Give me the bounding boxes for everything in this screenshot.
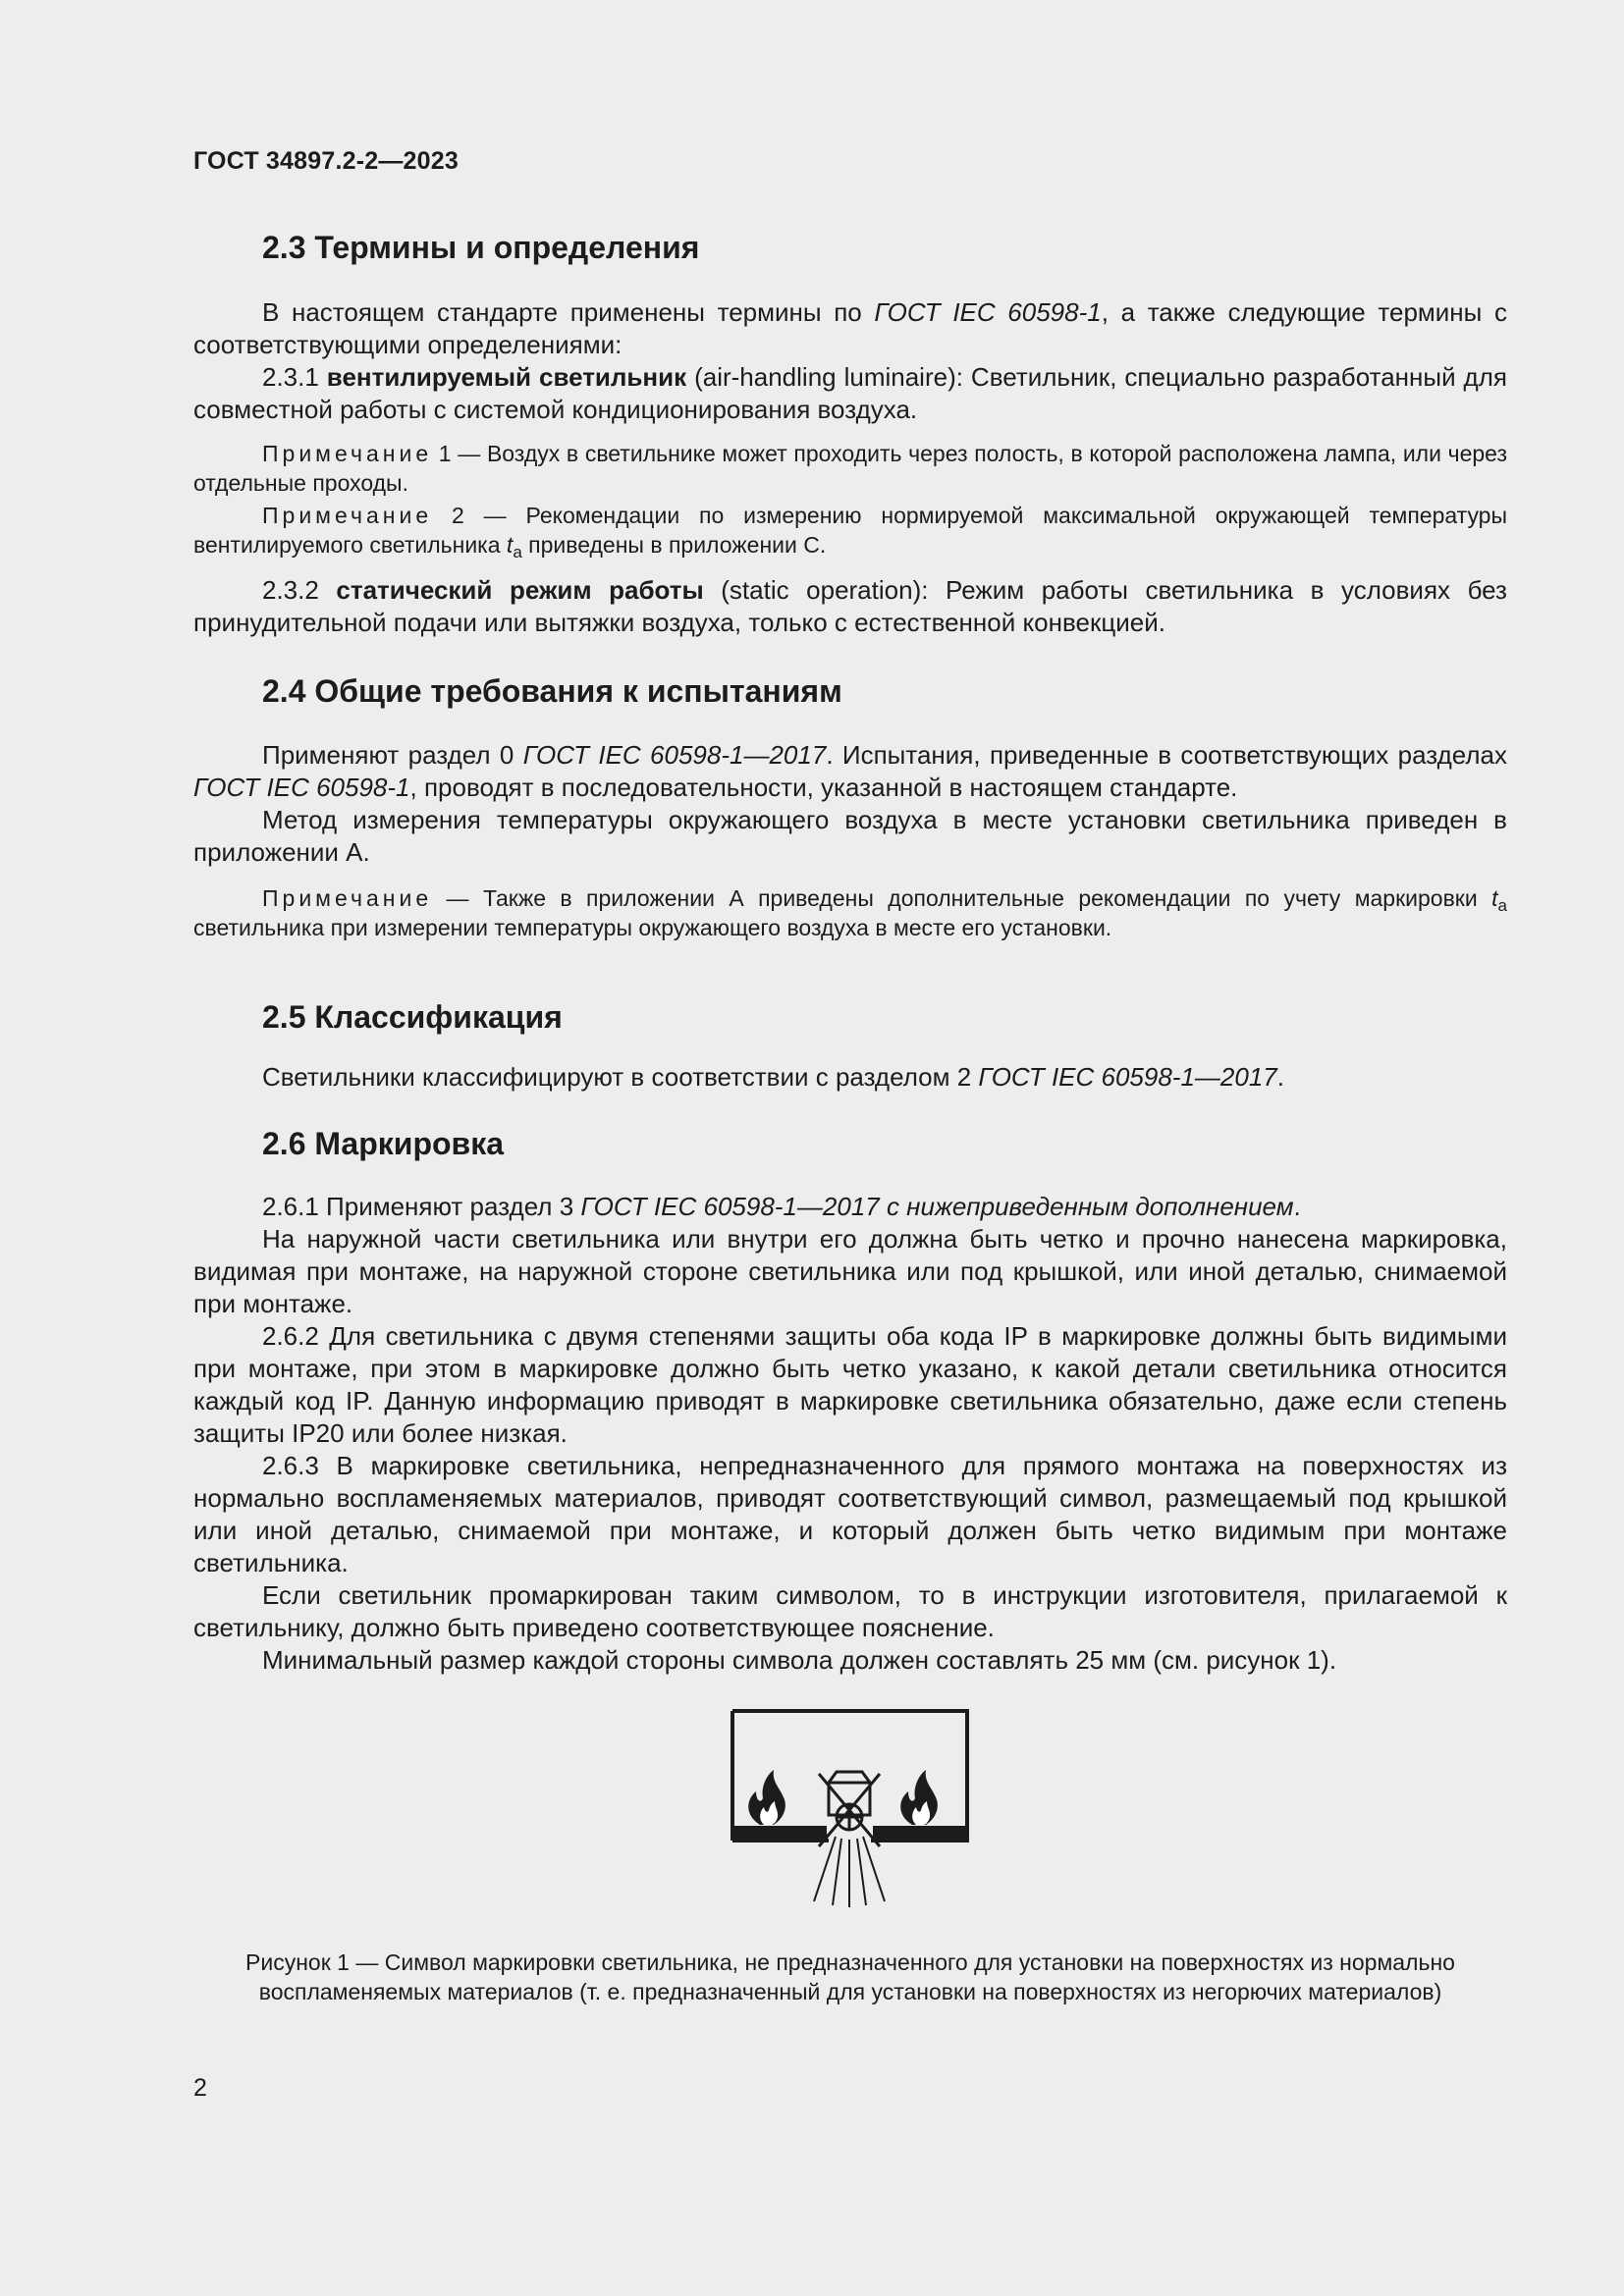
section-2-5-title: 2.5 Классификация (262, 999, 563, 1035)
s25-paragraph-1: Светильники классифицируют в соответствии с разделом 2 ГОСТ IEC 60598-1—2017. (262, 1062, 1285, 1092)
flammable-surface-left (732, 1826, 827, 1841)
figure-1-caption: Рисунок 1 — Символ маркировки светильника, не предназначенного для установки на поверхностях из нормально воспламеняемых материалов (т. е. предназначенный для установки на поверхностях из негорючих материалов) (245, 1949, 1455, 2004)
s23-note-2: Примечание 2 — Рекомендации по измерению нормируемой максимальной окружающей температуры вентилируемого светильника $t_a$ приведены в приложении С. (193, 503, 1508, 561)
s26-paragraph-5: Если светильник промаркирован таким символом, то в инструкции изготовителя, прилагаемой к светильнику, должно быть приведено соответствующее пояснение. (193, 1580, 1507, 1642)
s26-paragraph-3: 2.6.2 Для светильника с двумя степенями защиты оба кода IP в маркировке должны быть видимыми при монтаже, при этом в маркировке должно быть четко указано, к какой детали светильника относится каждый код IP. Данную информацию приводят в маркировке светильника обязательно, даже если степень защиты IP20 или более низкая. (193, 1321, 1507, 1448)
page-content (193, 222, 1507, 1677)
s26-paragraph-6: Минимальный размер каждой стороны символа должен составлять 25 мм (см. рисунок 1). (262, 1645, 1337, 1675)
s24-note: Примечание — Также в приложении А приведены дополнительные рекомендации по учету маркировки $t_a$ светильника при измерении температуры окружающего воздуха в месте его установки. (193, 885, 1507, 940)
s26-paragraph-1: 2.6.1 Применяют раздел 3 ГОСТ IEC 60598-1—2017 с нижеприведенным дополнением. (262, 1192, 1301, 1221)
flame-left-icon (748, 1770, 785, 1825)
section-2-3-title: 2.3 Термины и определения (262, 230, 700, 265)
light-rays-icon (814, 1837, 885, 1907)
section-2-4-title: 2.4 Общие требования к испытаниям (262, 673, 842, 709)
s23-intro-paragraph: В настоящем стандарте применены термины по ГОСТ IEC 60598-1, а также следующие термины с соответствующими определениями: (193, 297, 1507, 359)
section-2-6-title: 2.6 Маркировка (262, 1126, 505, 1161)
term-2-3-2: 2.3.2 статический режим работы (static operation): Режим работы светильника в условиях без принудительной подачи или вытяжки воздуха, только с естественной конвекцией. (193, 575, 1507, 637)
s24-paragraph-1: Применяют раздел 0 ГОСТ IEC 60598-1—2017. Испытания, приведенные в соответствующих разделах ГОСТ IEC 60598-1, проводят в последовательности, указанной в настоящем стандарте. (193, 740, 1507, 802)
flammable-surface-right (873, 1826, 967, 1841)
s26-paragraph-4: 2.6.3 В маркировке светильника, непредназначенного для прямого монтажа на поверхностях из нормально воспламеняемых материалов, приводят соответствующий символ, размещаемый под крышкой или иной деталью, снимаемой при монтаже, и который должен быть четко видимым при монтаже светильника. (193, 1451, 1507, 1577)
luminaire-icon (829, 1772, 870, 1830)
s26-paragraph-2: На наружной части светильника или внутри его должна быть четко и прочно нанесена маркировка, видимая при монтаже, на наружной стороне светильника или под крышкой, или иной деталью, снимаемой при монтаже. (193, 1224, 1507, 1318)
document-code-header: ГОСТ 34897.2-2—2023 (193, 147, 459, 175)
term-2-3-1: 2.3.1 вентилируемый светильник (air-handling luminaire): Светильник, специально разработанный для совместной работы с системой кондиционирования воздуха. (193, 362, 1507, 424)
flame-right-icon (900, 1770, 938, 1825)
s23-note-1: Примечание 1 — Воздух в светильнике может проходить через полость, в которой расположена лампа, или через отдельные проходы. (193, 441, 1507, 496)
page-number: 2 (193, 2074, 207, 2102)
s24-paragraph-2: Метод измерения температуры окружающего воздуха в месте установки светильника приведен в приложении А. (193, 805, 1507, 867)
flammable-surface-symbol-figure (731, 1709, 969, 1913)
